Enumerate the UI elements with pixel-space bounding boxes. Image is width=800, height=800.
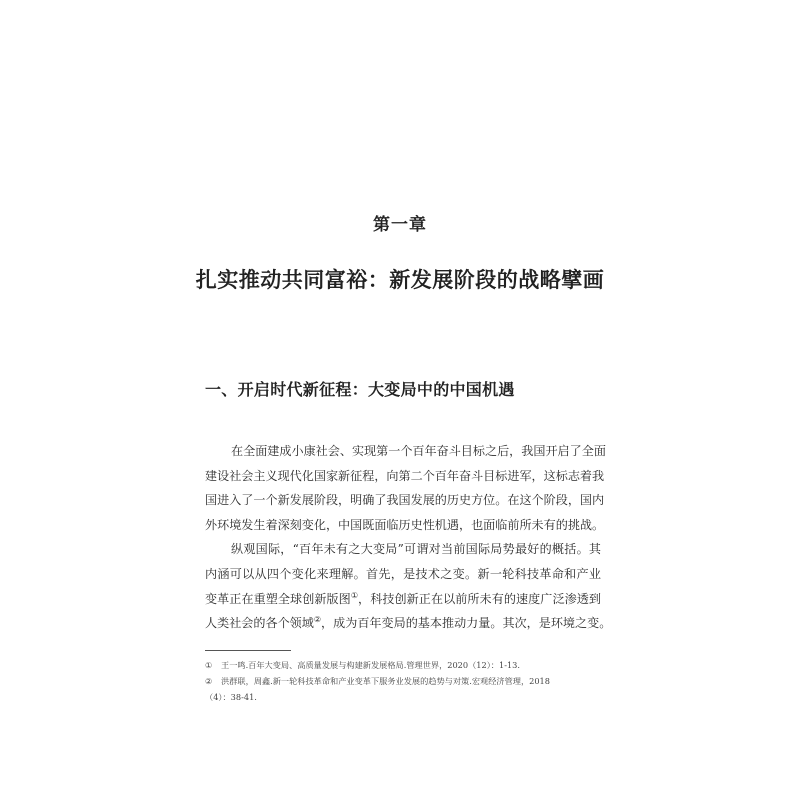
paragraph-2-line-1: 纵观国际，“百年未有之大变局”可谓对当前国际局势最好的概括。其 <box>231 542 601 557</box>
footnote-1-number: ① <box>205 660 213 670</box>
paragraph-2-line-2: 内涵可以从四个变化来理解。首先，是技术之变。新一轮科技革命和产业 <box>205 566 601 581</box>
body-text <box>205 439 612 636</box>
footnote-reference-1[interactable]: ① <box>350 590 359 600</box>
paragraph-2-line-3-part-b: ，科技创新正在以前所未有的速度广泛渗透到 <box>358 591 601 606</box>
paragraph-1-line-3: 国进入了一个新发展阶段，明确了我国发展的历史方位。在这个阶段，国内 <box>205 493 605 508</box>
footnote-reference-2[interactable]: ② <box>313 615 322 625</box>
footnote-1 <box>205 657 601 673</box>
paragraph-2-line-3 <box>205 587 601 612</box>
footnotes <box>205 657 601 705</box>
paragraph-2-line-4-part-b: ，成为百年变局的基本推动力量。其次，是环境之变。 <box>321 616 612 631</box>
paragraph-2-line-4-part-a: 人类社会的各个领域 <box>205 616 314 631</box>
chapter-label: 第一章 <box>373 215 427 235</box>
paragraph-2-line-3-part-a: 变革正在重塑全球创新版图 <box>205 591 351 606</box>
footnote-2 <box>205 673 601 705</box>
footnote-2-text: 洪群联，周鑫.新一轮科技革命和产业变革下服务业发展的趋势与对策.宏观经济管理，2018 <box>221 676 550 686</box>
footnote-2-continuation: （4）：38-41. <box>205 692 257 702</box>
paragraph-1-line-1: 在全面建成小康社会、实现第一个百年奋斗目标之后，我国开启了全面 <box>231 444 606 458</box>
paragraph-2-line-4 <box>205 611 612 636</box>
paragraph-1-line-2: 建设社会主义现代化国家新征程，向第二个百年奋斗目标进军，这标志着我 <box>205 468 605 483</box>
chapter-title: 扎实推动共同富裕：新发展阶段的战略擘画 <box>195 268 605 292</box>
footnote-divider <box>205 650 291 651</box>
section-heading: 一、开启时代新征程：大变局中的中国机遇 <box>205 380 515 399</box>
footnote-2-number: ② <box>205 676 213 686</box>
footnote-1-text: 王一鸣.百年大变局、高质量发展与构建新发展格局.管理世界，2020（12）：1-13. <box>221 660 520 670</box>
paragraph-1-line-4: 外环境发生着深刻变化，中国既面临历史性机遇，也面临前所未有的挑战。 <box>205 517 605 532</box>
